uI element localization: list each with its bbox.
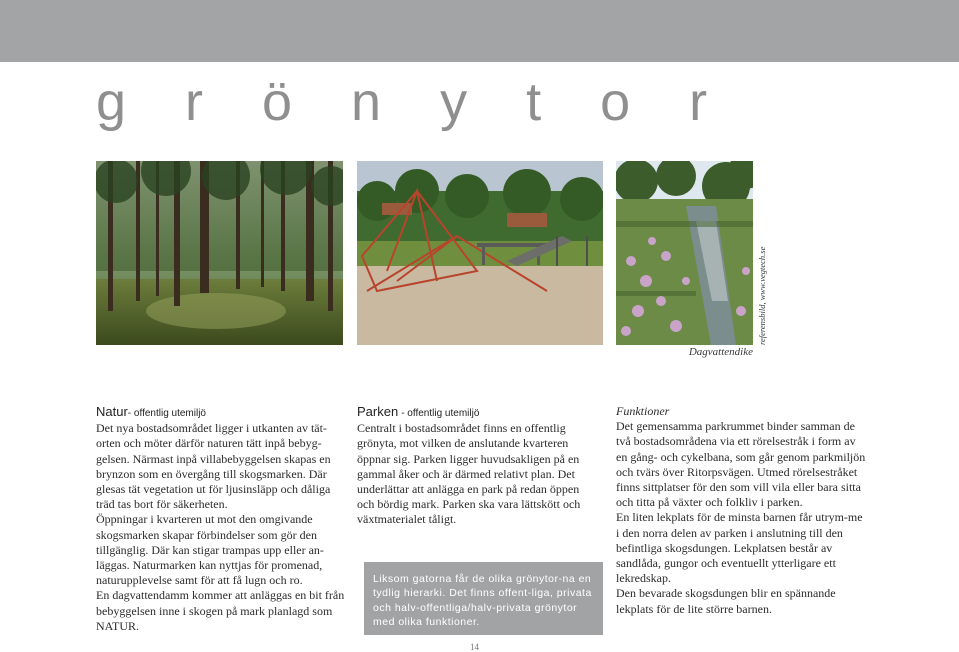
natur-paragraph: Det nya bostadsområdet ligger i utkanten av tät-orten och möter därför naturen tätt inpå bebyg-gelsen. Närmast inpå villabebyggelsen skapas en brynzon som en övergång till skogsmarken. Där glesas tät vegetation ut för ljusinsläpp och dåliga träd tas bort för säkerheten. bbox=[96, 421, 331, 512]
funktioner-heading: Funktioner bbox=[616, 404, 670, 418]
parken-subheading: - offentlig utemiljö bbox=[401, 408, 480, 419]
stormwater-ditch-photo bbox=[616, 161, 753, 345]
natur-paragraph: Öppningar i kvarteren ut mot den omgivande skogsmarken skapar förbindelser som gör den tillgänglig. Där kan stigar trampas upp eller an-läggas. Naturmarken kan nyttjas för promenad, naturupplevelse samt för att få lugn och ro. bbox=[96, 512, 324, 588]
forest-photo bbox=[96, 161, 343, 345]
playground-photo bbox=[357, 161, 603, 345]
parken-paragraph: Centralt i bostadsområdet finns en offentlig grönyta, mot vilken de anslutande kvarteren öppnar sig. Parken ligger huvudsakligen på en gammal åker och är därmed relativt plan. Det underlättar att anlägga en park på redan öppen och bördig mark. Parken ska vara lättskött och växtmaterialet tåligt. bbox=[357, 421, 581, 527]
funktioner-paragraph: En liten lekplats för de minsta barnen får utrym-me i den norra delen av parken i anslutning till den befintliga skogsdungen. Lekplatsen består av sandlåda, gungor och eventuellt ytterligare ett lekredskap. bbox=[616, 510, 863, 586]
header-band bbox=[0, 0, 959, 62]
hierarchy-callout: Liksom gatorna får de olika grönytor-na en tydlig hierarki. Det finns offent-liga, privata och halv-offentliga/halv-privata grönytor med olika funktioner. bbox=[364, 562, 603, 635]
natur-heading-line bbox=[96, 404, 346, 421]
natur-section bbox=[96, 404, 346, 634]
natur-subheading: - offentlig utemiljö bbox=[127, 408, 206, 419]
parken-heading: Parken bbox=[357, 404, 399, 419]
parken-heading-line bbox=[357, 404, 597, 421]
natur-heading: Natur bbox=[96, 404, 128, 419]
funktioner-paragraph: Det gemensamma parkrummet binder samman de två bostadsområdena via ett rörelsestråk i form av en gång- och cykelbana, som går genom parkmiljön och tvärs över Ritorpsvägen. Utmed rörelsestråket finns sittplatser för den som vill vila eller bara sitta och titta på växter och folkliv i parken. bbox=[616, 419, 866, 510]
funktioner-section bbox=[616, 404, 866, 617]
natur-paragraph: En dagvattendamm kommer att anläggas en bit från bebyggelsen inne i skogen på mark planlagd som NATUR. bbox=[96, 588, 345, 633]
ditch-photo-caption: Dagvattendike bbox=[688, 346, 753, 358]
parken-section bbox=[357, 404, 597, 528]
photo-credit: referensbild, www.vegtech.se bbox=[757, 246, 767, 345]
funktioner-paragraph: Den bevarade skogsdungen blir en spännande lekplats för de lite större barnen. bbox=[616, 586, 836, 616]
page-number: 14 bbox=[470, 642, 479, 652]
page-title: g r ö n y t o r bbox=[96, 72, 730, 132]
